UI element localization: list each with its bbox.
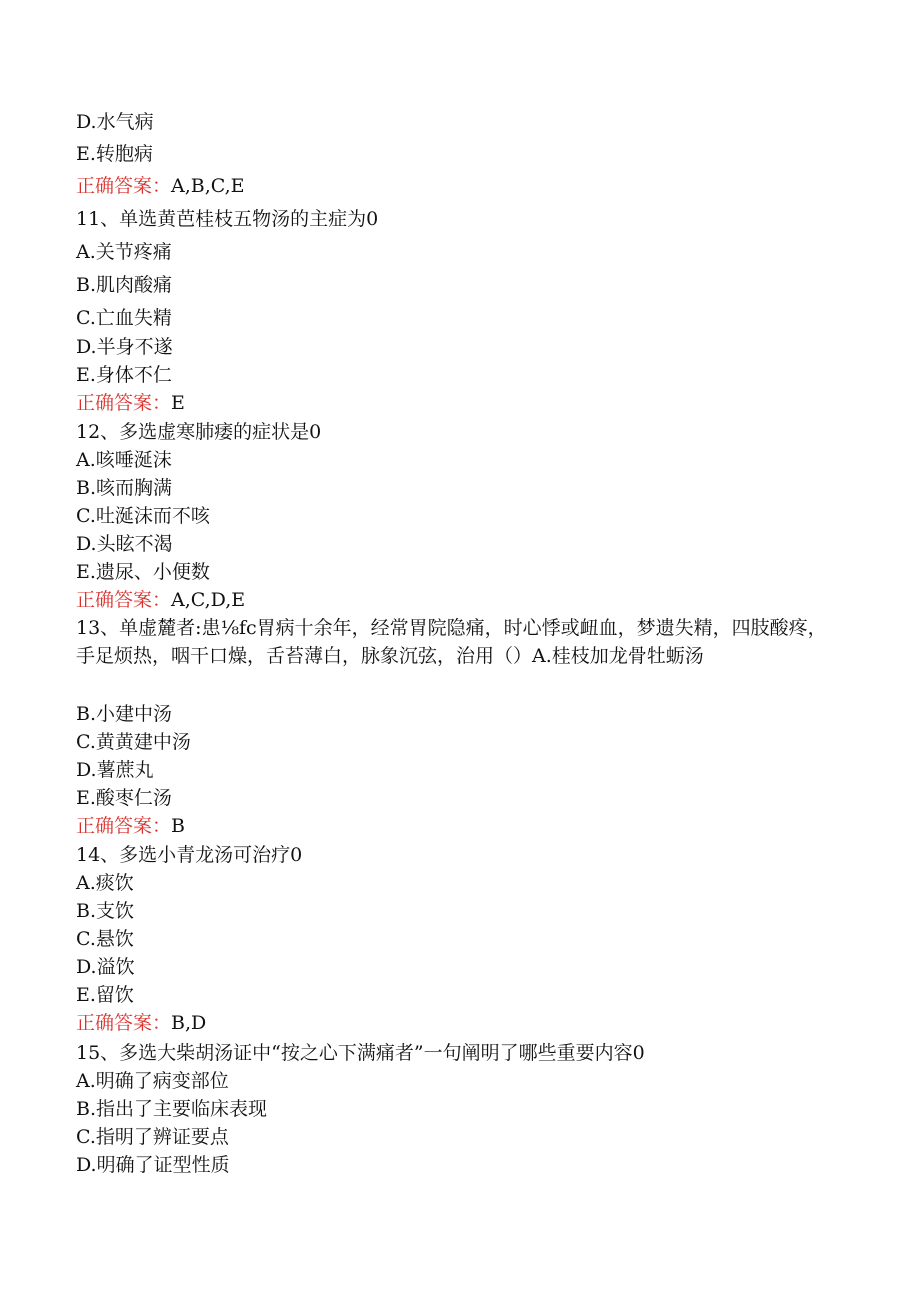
option-e: E.遗尿、小便数: [76, 561, 210, 583]
option-d: D.溢饮: [76, 956, 135, 978]
answer-value: B: [171, 815, 185, 837]
answer-line: [76, 1011, 206, 1035]
option-e: E.留饮: [76, 984, 134, 1006]
option-d: D.半身不遂: [76, 336, 173, 358]
question-stem: 13、单虚麓者:患⅛fc胃病十余年，经常胃院隐痛，时心悸或衄血，梦遗失精，四肢酸疼，手足烦热，咽干口燥，舌苔薄白，脉象沉弦，治用（）A.桂枝加龙骨牡蛎汤: [76, 617, 827, 667]
question-stem: 15、多选大柴胡汤证中“按之心下满痛者”一句阐明了哪些重要内容0: [76, 1042, 645, 1064]
option-e: E.酸枣仁汤: [76, 787, 172, 809]
answer-label: 正确答案：: [76, 815, 172, 837]
answer-value: B,D: [171, 1012, 207, 1034]
option-b: B.支饮: [76, 900, 135, 922]
question-stem: 11、单选黄芭桂枝五物汤的主症为0: [76, 208, 379, 230]
option-d: D.薯蔗丸: [76, 759, 154, 781]
option-b: B.肌肉酸痛: [76, 274, 173, 296]
option-b: B.指出了主要临床表现: [76, 1098, 268, 1120]
question-stem: 12、多选虚寒肺痿的症状是0: [76, 421, 322, 443]
answer-line: [76, 391, 185, 415]
option-b: B.咳而胸满: [76, 477, 173, 499]
option-c: C.吐涎沫而不咳: [76, 505, 210, 527]
answer-line: [76, 814, 185, 838]
option-c: C.悬饮: [76, 928, 134, 950]
option-d: D.水气病: [76, 111, 154, 133]
answer-label: 正确答案：: [76, 392, 172, 414]
answer-line: [76, 588, 245, 612]
question-stem: 14、多选小青龙汤可治疗0: [76, 844, 303, 866]
option-b: B.小建中汤: [76, 703, 173, 725]
option-a: A.明确了病变部位: [76, 1070, 229, 1092]
answer-label: 正确答案：: [76, 589, 172, 611]
option-d: D.明确了证型性质: [76, 1154, 230, 1176]
option-c: C.亡血失精: [76, 307, 172, 329]
answer-line: [76, 174, 245, 198]
option-e: E.转胞病: [76, 143, 153, 165]
answer-label: 正确答案：: [76, 175, 172, 197]
option-a: A.痰饮: [76, 872, 134, 894]
answer-value: A,B,C,E: [171, 175, 245, 197]
option-c: C.黄黄建中汤: [76, 731, 191, 753]
option-c: C.指明了辨证要点: [76, 1126, 229, 1148]
answer-value: A,C,D,E: [171, 589, 246, 611]
option-a: A.咳唾涎沫: [76, 449, 172, 471]
option-d: D.头眩不渴: [76, 533, 173, 555]
answer-label: 正确答案：: [76, 1012, 172, 1034]
answer-value: E: [171, 392, 185, 414]
option-e: E.身体不仁: [76, 364, 172, 386]
option-a: A.关节疼痛: [76, 241, 172, 263]
